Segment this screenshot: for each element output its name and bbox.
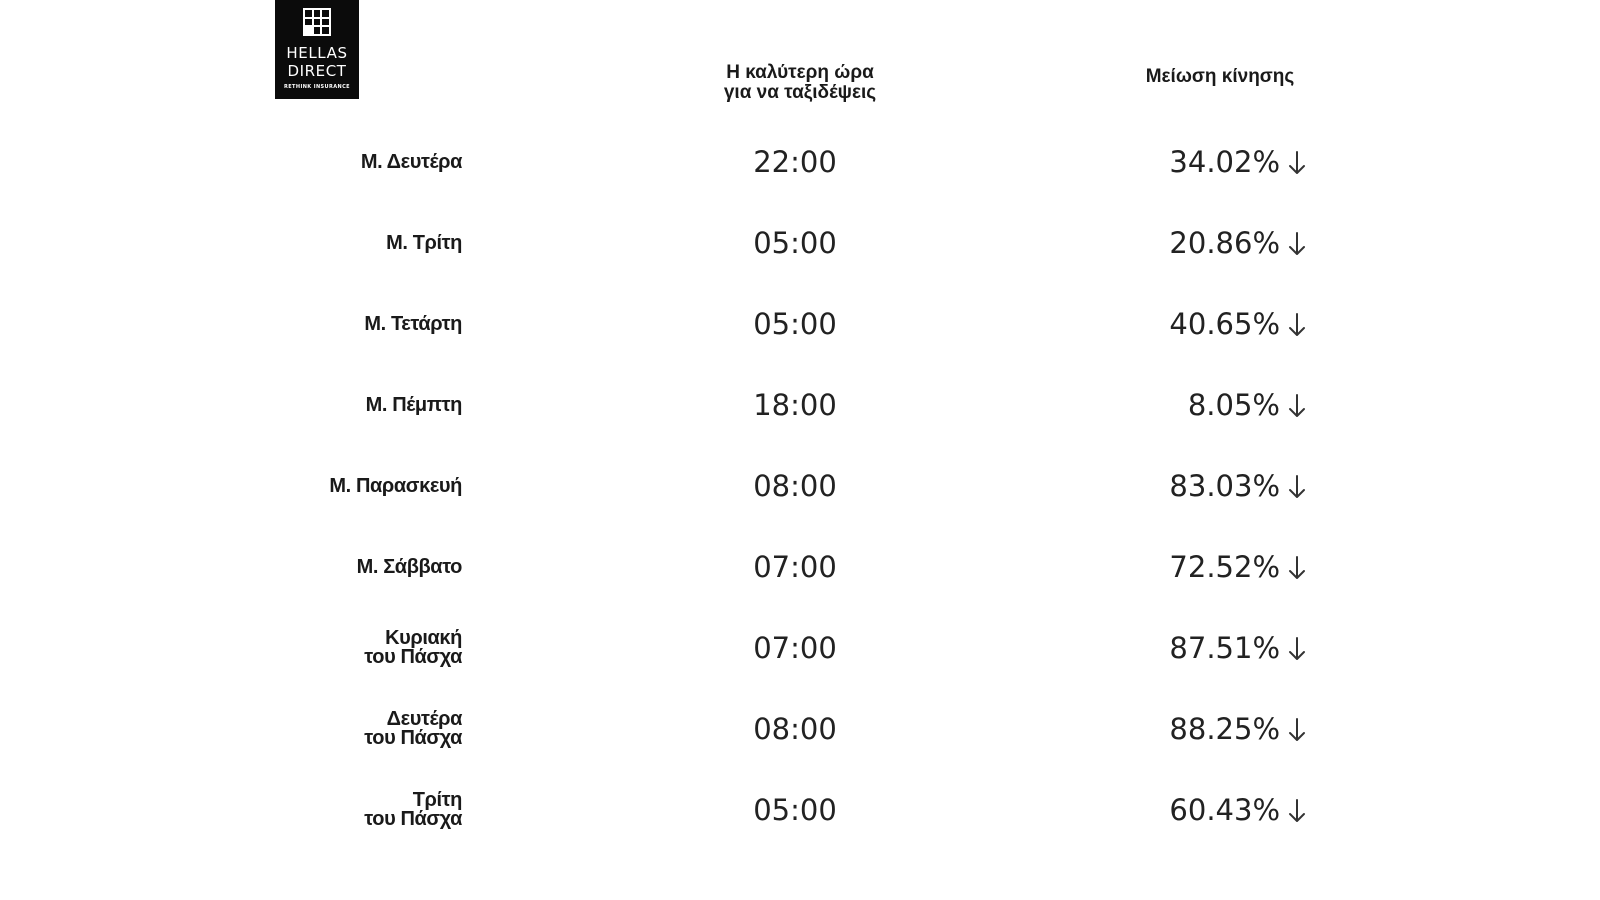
best-time-value: 05:00	[753, 793, 837, 827]
day-label-line1: Τρίτη	[412, 789, 462, 811]
table-row	[0, 770, 1600, 850]
day-label-line1: Μ. Δευτέρα	[360, 150, 462, 173]
best-time-value: 22:00	[753, 145, 837, 179]
arrow-down-icon	[1287, 798, 1307, 824]
day-label-line1: Μ. Σάββατο	[356, 555, 462, 578]
table-row	[0, 689, 1600, 769]
day-label-line1: Δευτέρα	[386, 708, 462, 730]
best-time-value: 08:00	[753, 712, 837, 746]
traffic-reduction-value: 40.65%	[1169, 307, 1280, 341]
arrow-down-icon	[1287, 717, 1307, 743]
best-time-value: 08:00	[753, 469, 837, 503]
traffic-reduction-value: 83.03%	[1169, 469, 1280, 503]
arrow-down-icon	[1287, 312, 1307, 338]
day-label	[361, 122, 462, 202]
day-label	[364, 689, 462, 769]
table-row	[0, 527, 1600, 607]
table-row	[0, 122, 1600, 202]
best-time-value: 05:00	[753, 226, 837, 260]
traffic-reduction-value: 34.02%	[1169, 145, 1280, 179]
traffic-reduction-value: 72.52%	[1169, 550, 1280, 584]
day-label	[357, 527, 462, 607]
day-label-line1: Μ. Πέμπτη	[365, 393, 462, 416]
arrow-down-icon	[1287, 636, 1307, 662]
arrow-down-icon	[1287, 231, 1307, 257]
best-time-value: 07:00	[753, 550, 837, 584]
hellas-direct-logo	[275, 0, 359, 99]
table-row	[0, 608, 1600, 688]
best-time-header-line2: για να ταξιδέψεις	[723, 82, 877, 103]
traffic-reduction-value: 60.43%	[1169, 793, 1280, 827]
logo-wordmark-line2: DIRECT	[287, 62, 347, 80]
day-label	[366, 365, 462, 445]
grid-logo-icon	[303, 8, 331, 36]
best-time-value: 18:00	[753, 388, 837, 422]
logo-wordmark-line1: HELLAS	[286, 44, 348, 62]
arrow-down-icon	[1287, 393, 1307, 419]
table-row	[0, 365, 1600, 445]
arrow-down-icon	[1287, 555, 1307, 581]
traffic-reduction-value: 20.86%	[1169, 226, 1280, 260]
day-label	[386, 203, 462, 283]
arrow-down-icon	[1287, 150, 1307, 176]
day-label	[329, 446, 462, 526]
traffic-reduction-value: 88.25%	[1169, 712, 1280, 746]
day-label	[364, 608, 462, 688]
table-row	[0, 203, 1600, 283]
day-label-line2: του Πάσχα	[364, 808, 462, 830]
best-time-value: 07:00	[753, 631, 837, 665]
table-row	[0, 446, 1600, 526]
day-label-line1: Μ. Παρασκευή	[329, 474, 462, 497]
day-label-line2: του Πάσχα	[364, 646, 462, 668]
traffic-reduction-value: 87.51%	[1169, 631, 1280, 665]
arrow-down-icon	[1287, 474, 1307, 500]
day-label-line1: Μ. Τετάρτη	[364, 312, 462, 335]
day-label-line1: Κυριακή	[385, 627, 462, 649]
table-row	[0, 284, 1600, 364]
logo-tagline: RETHINK INSURANCE	[283, 84, 351, 90]
best-time-header-line1: Η καλύτερη ώρα	[726, 62, 874, 83]
day-label	[364, 284, 462, 364]
traffic-reduction-value: 8.05%	[1187, 388, 1280, 422]
traffic-reduction-header: Μείωση κίνησης	[1145, 66, 1295, 87]
day-label	[364, 770, 462, 850]
best-time-header	[680, 63, 920, 103]
best-time-value: 05:00	[753, 307, 837, 341]
day-label-line2: του Πάσχα	[364, 727, 462, 749]
day-label-line1: Μ. Τρίτη	[386, 231, 462, 254]
